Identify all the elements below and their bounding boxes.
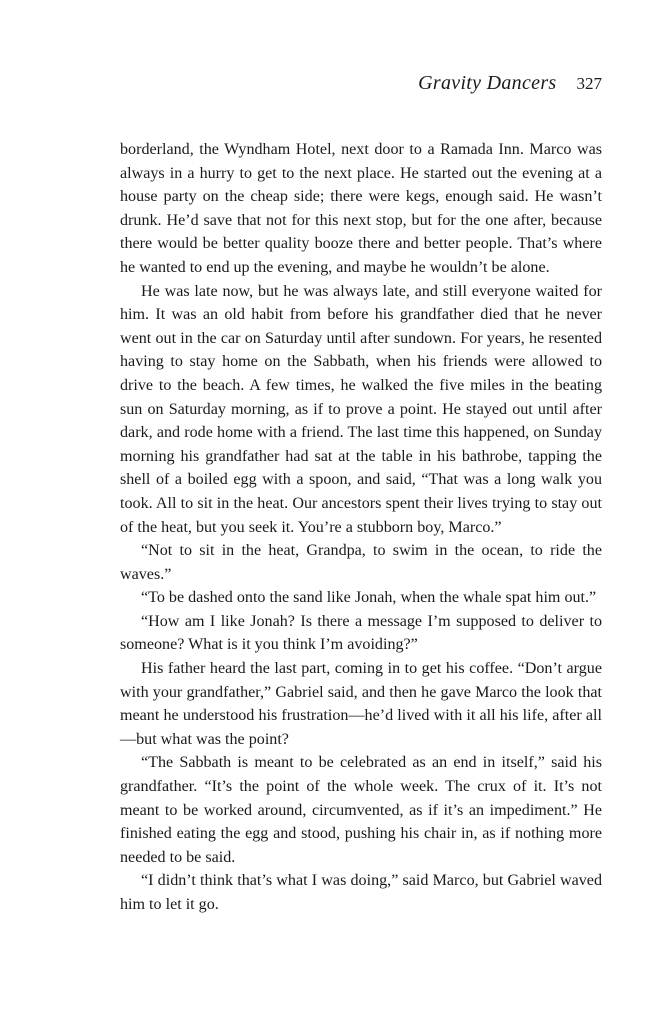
body-text [120,138,602,917]
paragraph: His father heard the last part, coming in to get his coffee. “Don’t argue with your grandfather,” Gabriel said, and then he gave Marco the look that meant he understood his frustration—he’d lived with it all his life, after all—but what was the point? [120,660,602,748]
paragraph: borderland, the Wyndham Hotel, next door to a Ramada Inn. Marco was always in a hurry to get to the next place. He started out the evening at a house party on the cheap side; there were kegs, enough said. He wasn’t drunk. He’d save that not for this next stop, but for the one after, because there would be better quality booze there and better people. That’s where he wanted to end up the evening, and maybe he wouldn’t be alone. [120,141,602,276]
paragraph: “How am I like Jonah? Is there a message I’m supposed to deliver to someone? What is it you think I’m avoiding?” [120,612,602,654]
paragraph: “Not to sit in the heat, Grandpa, to swim in the ocean, to ride the waves.” [120,542,602,583]
paragraph: “The Sabbath is meant to be celebrated as an end in itself,” said his grandfather. “It’s the point of the whole week. The crux of it. It’s not meant to be worked around, circumvented, as if it’s an impediment.” He finished eating the egg and stood, pushing his chair in, as if nothing more needed to be said. [120,754,602,866]
paragraph: “I didn’t think that’s what I was doing,” said Marco, but Gabriel waved him to let it go. [120,872,602,913]
page-number: 327 [576,74,602,93]
running-title: Gravity Dancers [418,72,557,94]
paragraph: “To be dashed onto the sand like Jonah, when the whale spat him out.” [141,589,597,607]
paragraph: He was late now, but he was always late, and still everyone waited for him. It was an old habit from before his grandfather died that he never went out in the car on Saturday until after sundown. For years, he resented having to stay home on the Sabbath, when his friends were allowed to drive to the beach. A few times, he walked the five miles in the beating sun on Saturday morning, as if to prove a point. He stayed out until after dark, and rode home with a friend. The last time this happened, on Sunday morning his grandfather had sat at the table in his bathrobe, tapping the shell of a boiled egg with a spoon, and said, “That was a long walk you took. All to sit in the heat. Our ancestors spent their lives trying to stay out of the heat, but you seek it. You’re a stubborn boy, Marco.” [120,282,602,536]
running-head [418,72,602,95]
